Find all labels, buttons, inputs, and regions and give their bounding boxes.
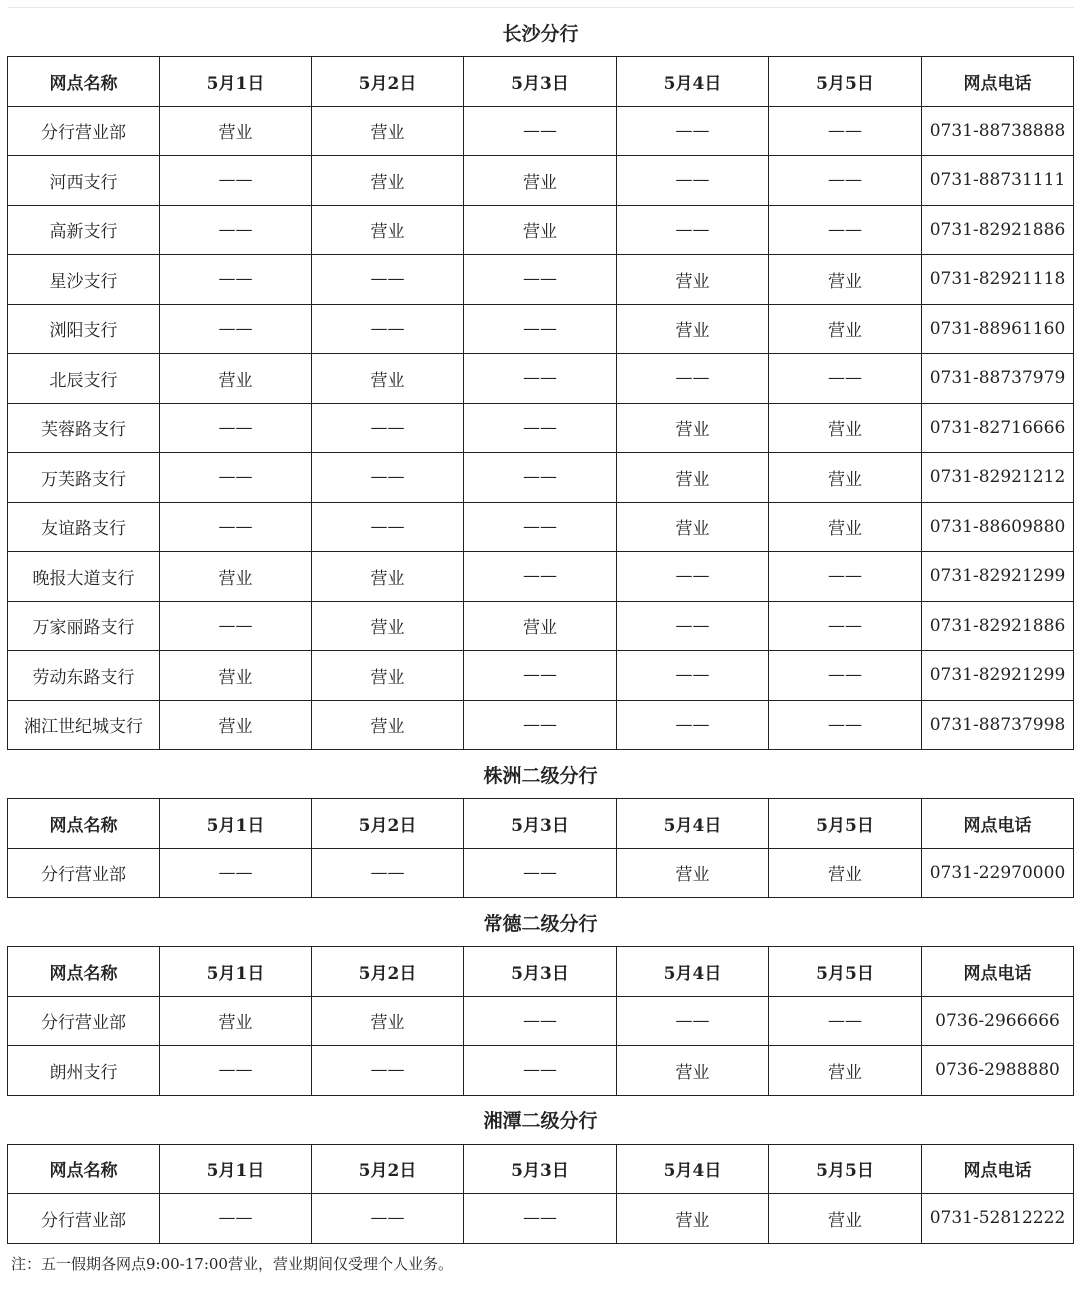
may2-cell: —— bbox=[312, 848, 464, 898]
may1-cell: —— bbox=[160, 403, 312, 453]
may4-cell: 营业 bbox=[617, 502, 769, 552]
may2-cell: —— bbox=[312, 255, 464, 305]
table-row bbox=[8, 304, 1074, 354]
section-title: 常德二级分行 bbox=[8, 898, 1074, 947]
may2-cell: 营业 bbox=[312, 700, 464, 750]
table-row bbox=[8, 651, 1074, 701]
column-header: 网点电话 bbox=[922, 947, 1074, 997]
may2-cell: 营业 bbox=[312, 651, 464, 701]
may4-cell: 营业 bbox=[617, 453, 769, 503]
may5-cell: —— bbox=[769, 651, 922, 701]
branch-name-cell: 分行营业部 bbox=[8, 1194, 160, 1244]
section-title: 株洲二级分行 bbox=[8, 750, 1074, 799]
may4-cell: 营业 bbox=[617, 304, 769, 354]
column-header: 网点名称 bbox=[8, 947, 160, 997]
branch-name-cell: 芙蓉路支行 bbox=[8, 403, 160, 453]
column-header: 网点名称 bbox=[8, 799, 160, 849]
may3-cell: —— bbox=[464, 552, 617, 602]
table-row bbox=[8, 205, 1074, 255]
section-title: 长沙分行 bbox=[8, 8, 1074, 57]
table-row bbox=[8, 106, 1074, 156]
may2-cell: 营业 bbox=[312, 205, 464, 255]
may3-cell: —— bbox=[464, 255, 617, 305]
may5-cell: —— bbox=[769, 205, 922, 255]
may2-cell: —— bbox=[312, 1046, 464, 1096]
may4-cell: —— bbox=[617, 651, 769, 701]
column-header: 5月4日 bbox=[617, 947, 769, 997]
phone-cell: 0731-88961160 bbox=[922, 304, 1074, 354]
section-title-row bbox=[8, 898, 1074, 947]
may4-cell: —— bbox=[617, 354, 769, 404]
may1-cell: —— bbox=[160, 1194, 312, 1244]
may5-cell: 营业 bbox=[769, 1046, 922, 1096]
phone-cell: 0731-88609880 bbox=[922, 502, 1074, 552]
may5-cell: —— bbox=[769, 106, 922, 156]
column-header: 网点电话 bbox=[922, 799, 1074, 849]
column-header: 5月2日 bbox=[312, 57, 464, 107]
branch-name-cell: 河西支行 bbox=[8, 156, 160, 206]
table-row bbox=[8, 848, 1074, 898]
may4-cell: —— bbox=[617, 601, 769, 651]
column-header: 5月2日 bbox=[312, 1144, 464, 1194]
table-row bbox=[8, 1194, 1074, 1244]
phone-cell: 0731-88737979 bbox=[922, 354, 1074, 404]
may3-cell: 营业 bbox=[464, 205, 617, 255]
column-header: 5月4日 bbox=[617, 799, 769, 849]
may2-cell: —— bbox=[312, 453, 464, 503]
phone-cell: 0731-82716666 bbox=[922, 403, 1074, 453]
may3-cell: —— bbox=[464, 354, 617, 404]
table-row bbox=[8, 453, 1074, 503]
header-row bbox=[8, 1144, 1074, 1194]
phone-cell: 0731-88738888 bbox=[922, 106, 1074, 156]
column-header: 网点电话 bbox=[922, 1144, 1074, 1194]
may4-cell: 营业 bbox=[617, 848, 769, 898]
may5-cell: 营业 bbox=[769, 1194, 922, 1244]
may2-cell: 营业 bbox=[312, 354, 464, 404]
table-row bbox=[8, 255, 1074, 305]
table-row bbox=[8, 1046, 1074, 1096]
may5-cell: —— bbox=[769, 700, 922, 750]
may1-cell: 营业 bbox=[160, 651, 312, 701]
may1-cell: —— bbox=[160, 453, 312, 503]
header-row bbox=[8, 947, 1074, 997]
may4-cell: 营业 bbox=[617, 1194, 769, 1244]
phone-cell: 0731-52812222 bbox=[922, 1194, 1074, 1244]
may5-cell: —— bbox=[769, 354, 922, 404]
may1-cell: —— bbox=[160, 848, 312, 898]
table-row bbox=[8, 156, 1074, 206]
may3-cell: —— bbox=[464, 403, 617, 453]
may2-cell: 营业 bbox=[312, 996, 464, 1046]
may1-cell: —— bbox=[160, 156, 312, 206]
branch-name-cell: 万家丽路支行 bbox=[8, 601, 160, 651]
may4-cell: —— bbox=[617, 205, 769, 255]
phone-cell: 0731-82921299 bbox=[922, 651, 1074, 701]
may2-cell: 营业 bbox=[312, 601, 464, 651]
schedule-table bbox=[7, 7, 1074, 1244]
may5-cell: 营业 bbox=[769, 304, 922, 354]
table-row bbox=[8, 996, 1074, 1046]
branch-name-cell: 万芙路支行 bbox=[8, 453, 160, 503]
may4-cell: —— bbox=[617, 996, 769, 1046]
may1-cell: —— bbox=[160, 304, 312, 354]
may2-cell: 营业 bbox=[312, 552, 464, 602]
column-header: 5月5日 bbox=[769, 1144, 922, 1194]
table-row bbox=[8, 403, 1074, 453]
header-row bbox=[8, 799, 1074, 849]
may1-cell: 营业 bbox=[160, 700, 312, 750]
may1-cell: —— bbox=[160, 255, 312, 305]
may3-cell: 营业 bbox=[464, 601, 617, 651]
phone-cell: 0731-82921299 bbox=[922, 552, 1074, 602]
may4-cell: 营业 bbox=[617, 403, 769, 453]
phone-cell: 0731-22970000 bbox=[922, 848, 1074, 898]
may2-cell: —— bbox=[312, 1194, 464, 1244]
branch-name-cell: 劳动东路支行 bbox=[8, 651, 160, 701]
may4-cell: 营业 bbox=[617, 255, 769, 305]
column-header: 5月4日 bbox=[617, 57, 769, 107]
table-row bbox=[8, 502, 1074, 552]
phone-cell: 0731-88731111 bbox=[922, 156, 1074, 206]
column-header: 5月3日 bbox=[464, 57, 617, 107]
column-header: 5月5日 bbox=[769, 57, 922, 107]
branch-name-cell: 浏阳支行 bbox=[8, 304, 160, 354]
may5-cell: 营业 bbox=[769, 403, 922, 453]
column-header: 5月2日 bbox=[312, 799, 464, 849]
may1-cell: —— bbox=[160, 1046, 312, 1096]
column-header: 5月3日 bbox=[464, 947, 617, 997]
phone-cell: 0731-82921886 bbox=[922, 205, 1074, 255]
column-header: 5月1日 bbox=[160, 799, 312, 849]
may5-cell: —— bbox=[769, 552, 922, 602]
may4-cell: —— bbox=[617, 156, 769, 206]
may1-cell: 营业 bbox=[160, 996, 312, 1046]
may2-cell: —— bbox=[312, 502, 464, 552]
may2-cell: 营业 bbox=[312, 106, 464, 156]
column-header: 5月1日 bbox=[160, 57, 312, 107]
column-header: 5月1日 bbox=[160, 1144, 312, 1194]
may2-cell: —— bbox=[312, 304, 464, 354]
may3-cell: —— bbox=[464, 848, 617, 898]
column-header: 5月3日 bbox=[464, 1144, 617, 1194]
may5-cell: 营业 bbox=[769, 453, 922, 503]
branch-name-cell: 分行营业部 bbox=[8, 106, 160, 156]
column-header: 5月2日 bbox=[312, 947, 464, 997]
section-title-row bbox=[8, 750, 1074, 799]
may3-cell: —— bbox=[464, 502, 617, 552]
column-header: 网点名称 bbox=[8, 57, 160, 107]
branch-name-cell: 友谊路支行 bbox=[8, 502, 160, 552]
may5-cell: 营业 bbox=[769, 848, 922, 898]
column-header: 5月4日 bbox=[617, 1144, 769, 1194]
may5-cell: —— bbox=[769, 996, 922, 1046]
may4-cell: 营业 bbox=[617, 1046, 769, 1096]
header-row bbox=[8, 57, 1074, 107]
may5-cell: 营业 bbox=[769, 255, 922, 305]
may1-cell: 营业 bbox=[160, 354, 312, 404]
column-header: 5月3日 bbox=[464, 799, 617, 849]
holiday-branch-schedule bbox=[7, 7, 1073, 1284]
may5-cell: 营业 bbox=[769, 502, 922, 552]
column-header: 网点名称 bbox=[8, 1144, 160, 1194]
may3-cell: —— bbox=[464, 1046, 617, 1096]
may2-cell: —— bbox=[312, 403, 464, 453]
may4-cell: —— bbox=[617, 106, 769, 156]
may4-cell: —— bbox=[617, 700, 769, 750]
may1-cell: —— bbox=[160, 205, 312, 255]
may1-cell: 营业 bbox=[160, 552, 312, 602]
phone-cell: 0736-2966666 bbox=[922, 996, 1074, 1046]
may1-cell: —— bbox=[160, 502, 312, 552]
column-header: 网点电话 bbox=[922, 57, 1074, 107]
may5-cell: —— bbox=[769, 156, 922, 206]
branch-name-cell: 朗州支行 bbox=[8, 1046, 160, 1096]
footnote: 注：五一假期各网点9:00-17:00营业，营业期间仅受理个人业务。 bbox=[11, 1254, 453, 1273]
branch-name-cell: 分行营业部 bbox=[8, 848, 160, 898]
phone-cell: 0731-82921212 bbox=[922, 453, 1074, 503]
table-row bbox=[8, 552, 1074, 602]
may3-cell: —— bbox=[464, 304, 617, 354]
may1-cell: 营业 bbox=[160, 106, 312, 156]
may3-cell: —— bbox=[464, 700, 617, 750]
branch-name-cell: 星沙支行 bbox=[8, 255, 160, 305]
table-row bbox=[8, 601, 1074, 651]
may3-cell: —— bbox=[464, 996, 617, 1046]
may1-cell: —— bbox=[160, 601, 312, 651]
column-header: 5月5日 bbox=[769, 799, 922, 849]
may3-cell: 营业 bbox=[464, 156, 617, 206]
may5-cell: —— bbox=[769, 601, 922, 651]
table-row bbox=[8, 354, 1074, 404]
may3-cell: —— bbox=[464, 106, 617, 156]
section-title-row bbox=[8, 1095, 1074, 1144]
may3-cell: —— bbox=[464, 651, 617, 701]
branch-name-cell: 晚报大道支行 bbox=[8, 552, 160, 602]
branch-name-cell: 分行营业部 bbox=[8, 996, 160, 1046]
table-row bbox=[8, 700, 1074, 750]
section-title: 湘潭二级分行 bbox=[8, 1095, 1074, 1144]
column-header: 5月1日 bbox=[160, 947, 312, 997]
may3-cell: —— bbox=[464, 1194, 617, 1244]
phone-cell: 0731-82921886 bbox=[922, 601, 1074, 651]
phone-cell: 0731-88737998 bbox=[922, 700, 1074, 750]
may3-cell: —— bbox=[464, 453, 617, 503]
phone-cell: 0736-2988880 bbox=[922, 1046, 1074, 1096]
section-title-row bbox=[8, 8, 1074, 57]
may2-cell: 营业 bbox=[312, 156, 464, 206]
branch-name-cell: 北辰支行 bbox=[8, 354, 160, 404]
branch-name-cell: 湘江世纪城支行 bbox=[8, 700, 160, 750]
branch-name-cell: 高新支行 bbox=[8, 205, 160, 255]
phone-cell: 0731-82921118 bbox=[922, 255, 1074, 305]
may4-cell: —— bbox=[617, 552, 769, 602]
column-header: 5月5日 bbox=[769, 947, 922, 997]
